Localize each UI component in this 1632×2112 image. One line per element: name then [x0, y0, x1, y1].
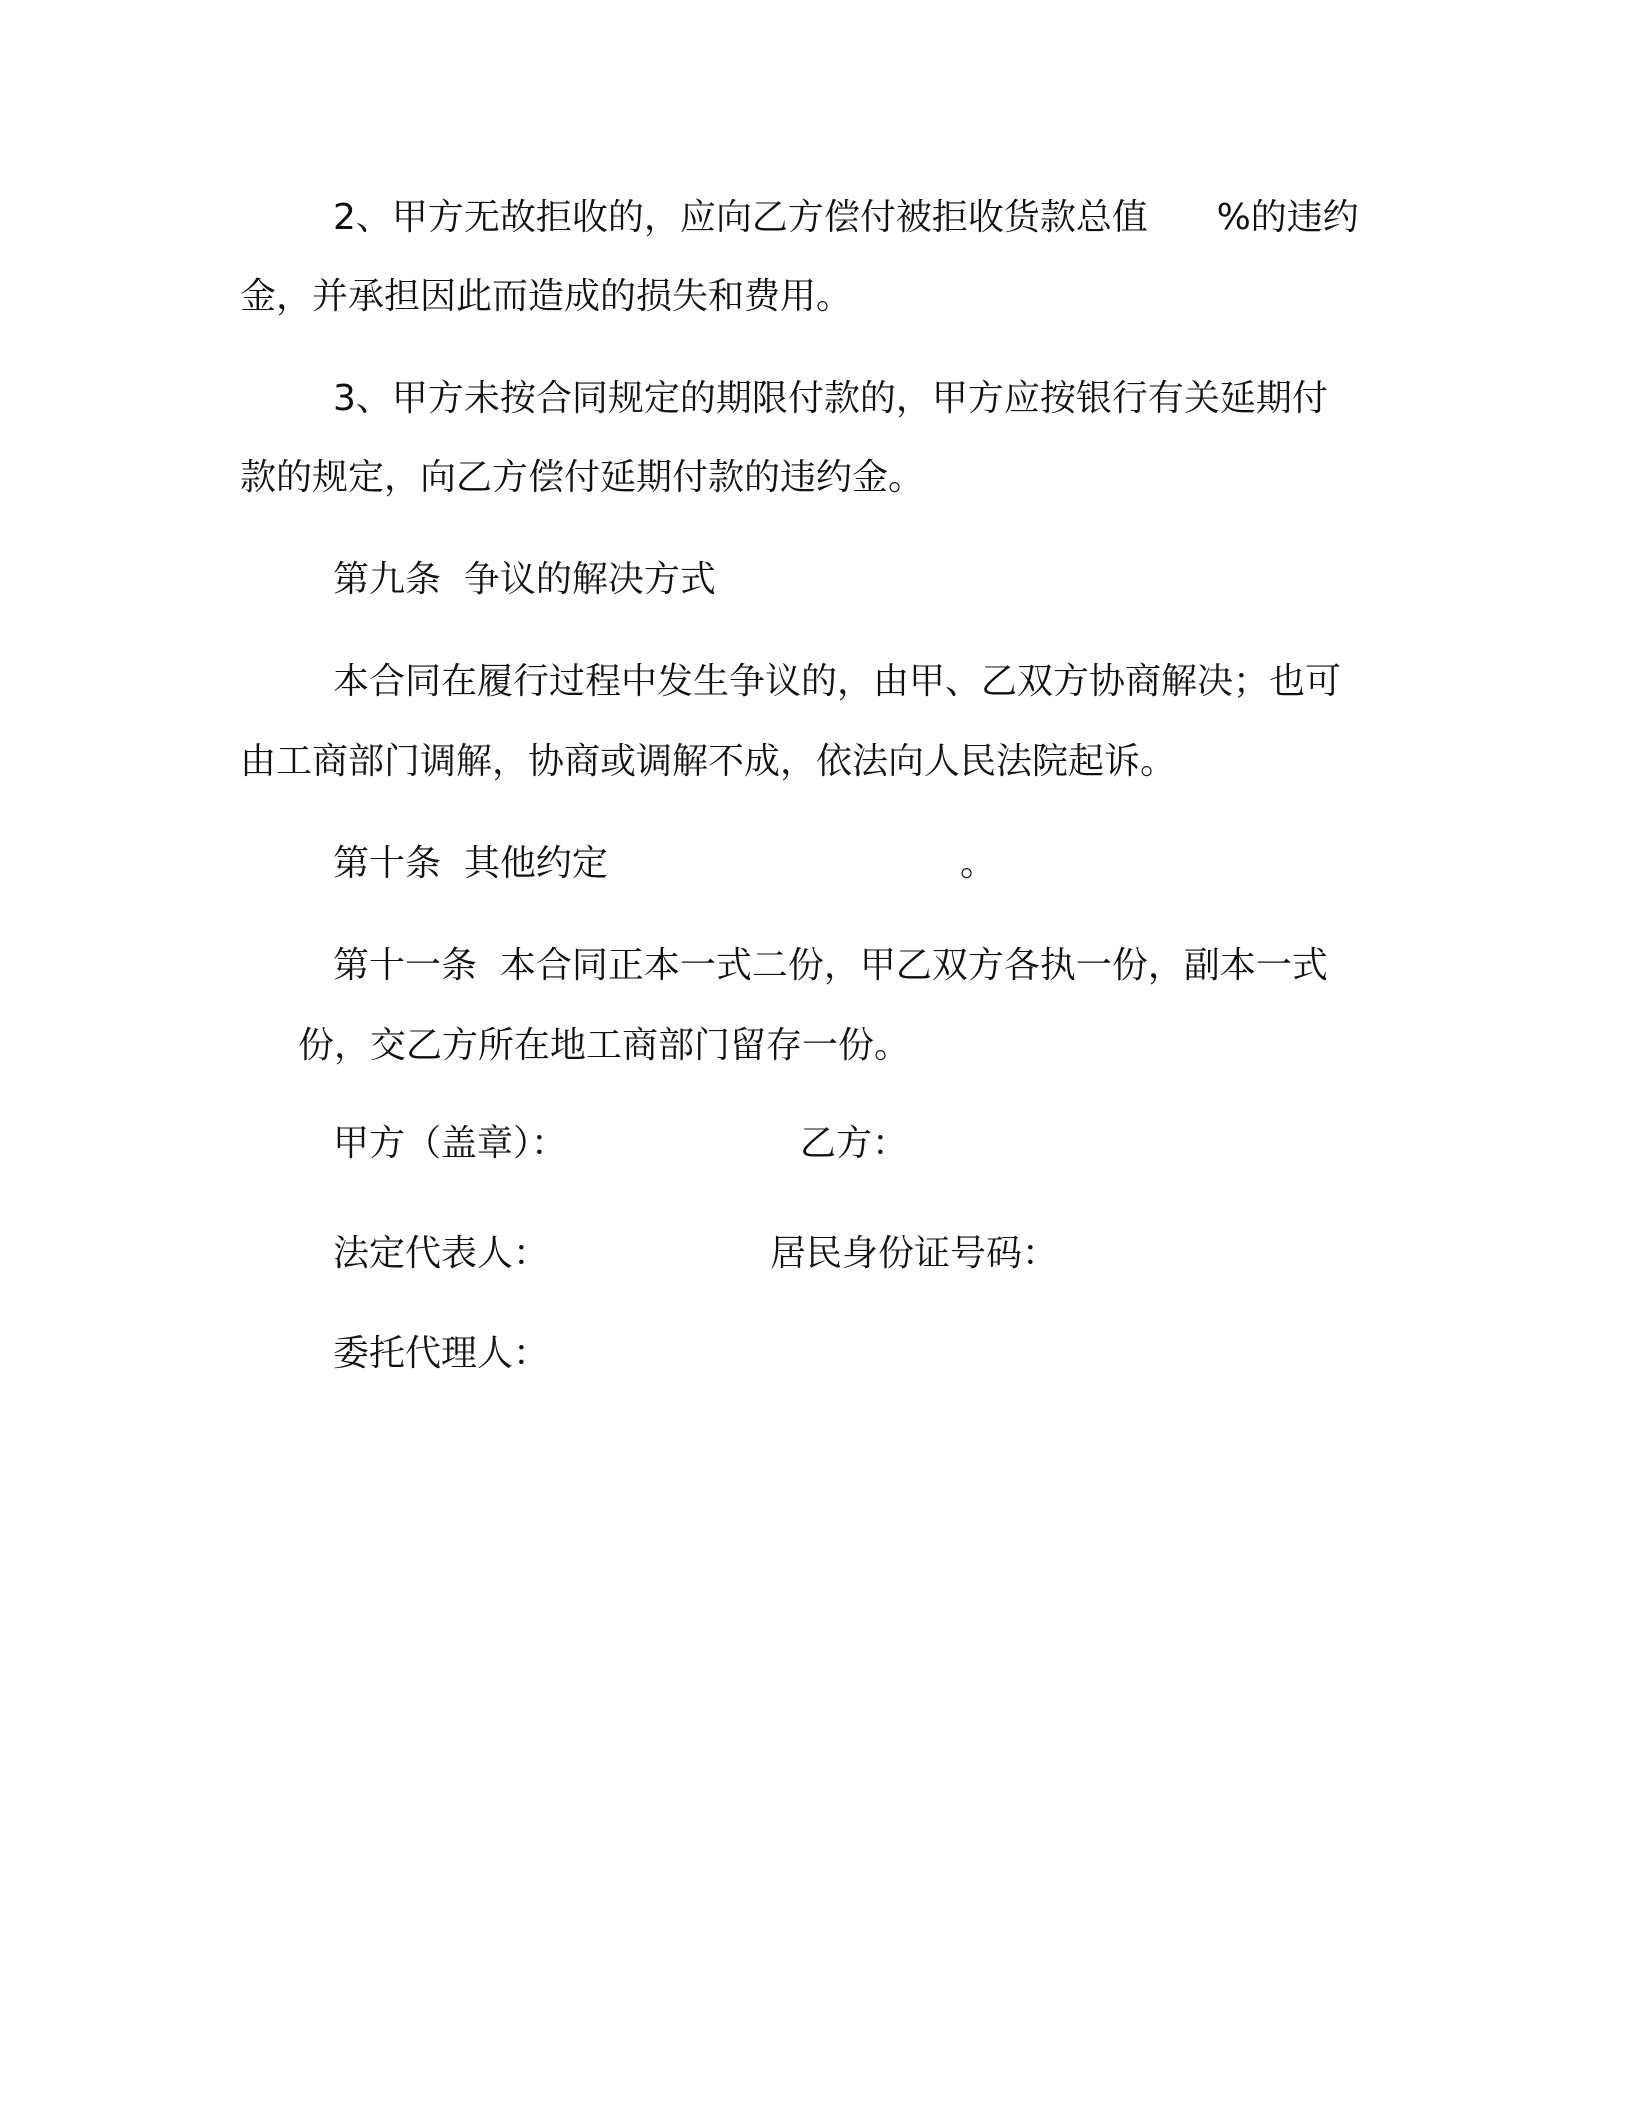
- authorized-agent-label: 委托代理人：: [333, 1333, 550, 1374]
- clause-2-line-1: 2、甲方无故拒收的，应向乙方偿付被拒收货款总值 %的违约: [333, 197, 1359, 238]
- legal-representative-label: 法定代表人：: [333, 1233, 550, 1274]
- clause-3-line-2: 款的规定，向乙方偿付延期付款的违约金。: [240, 457, 925, 498]
- article-9-line-1: 本合同在履行过程中发生争议的，由甲、乙双方协商解决；也可: [333, 661, 1342, 702]
- article-11-line-2: 份，交乙方所在地工商部门留存一份。: [298, 1025, 911, 1066]
- article-9-title: 第九条 争议的解决方式: [333, 559, 716, 600]
- clause-2-line-2: 金，并承担因此而造成的损失和费用。: [240, 276, 853, 317]
- article-9-line-2: 由工商部门调解，协商或调解不成，依法向人民法院起诉。: [240, 741, 1177, 782]
- article-11-line-1: 第十一条 本合同正本一式二份，甲乙双方各执一份，副本一式: [333, 945, 1328, 986]
- article-10-end-mark: 。: [960, 843, 997, 884]
- id-number-label: 居民身份证号码：: [770, 1233, 1059, 1274]
- party-a-seal-label: 甲方（盖章）：: [333, 1123, 568, 1164]
- party-b-label: 乙方：: [800, 1123, 909, 1164]
- clause-3-line-1: 3、甲方未按合同规定的期限付款的，甲方应按银行有关延期付: [333, 378, 1328, 419]
- article-10-text: 第十条 其他约定: [333, 843, 608, 884]
